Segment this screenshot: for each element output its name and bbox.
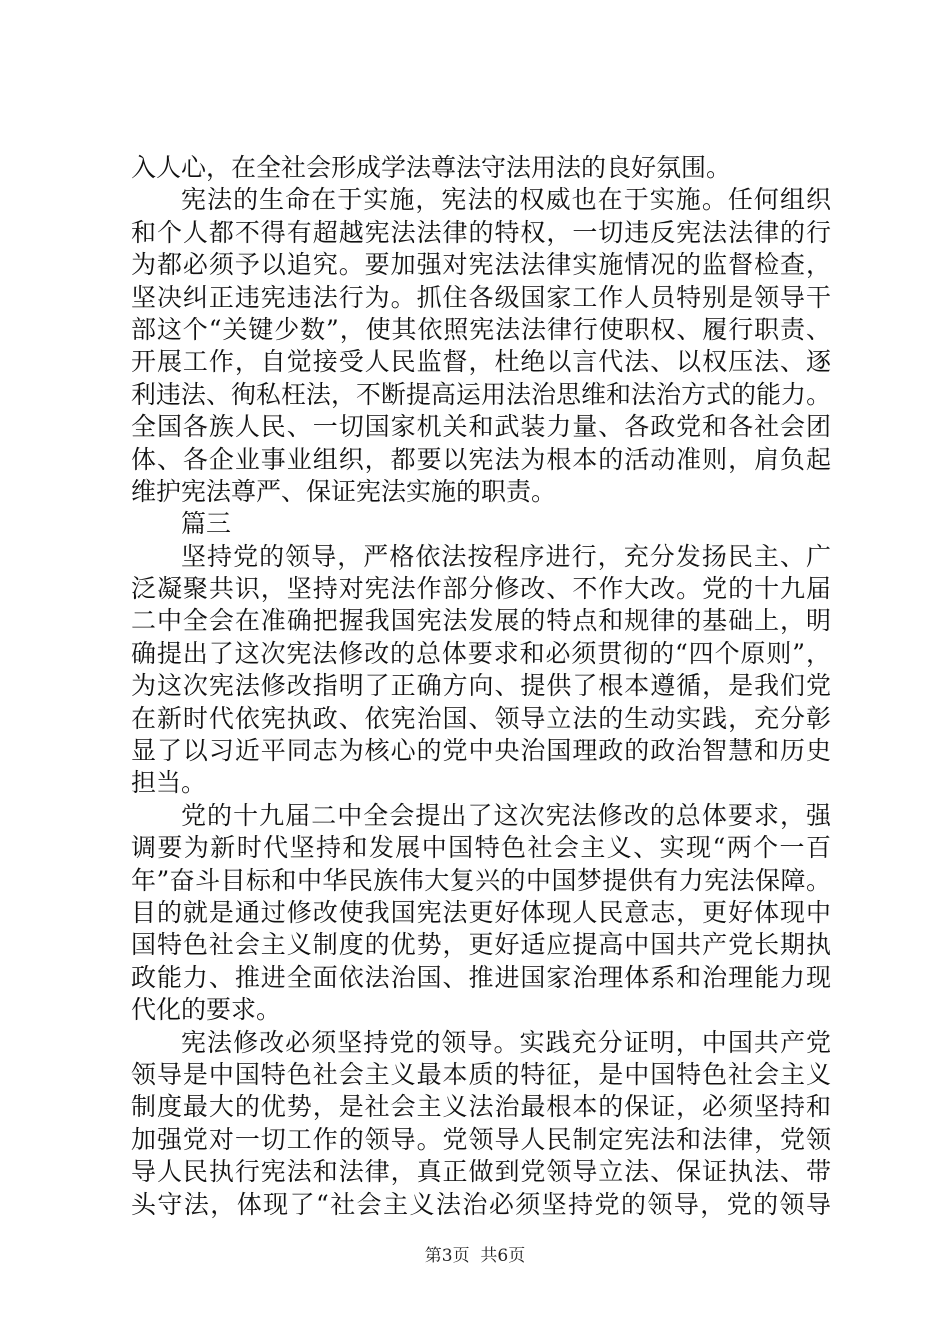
text-line: 导人民执行宪法和法律，真正做到党领导立法、保证执法、带 <box>131 1157 831 1187</box>
paragraph-start-line: 宪法的生命在于实施，宪法的权威也在于实施。任何组织 <box>181 185 831 215</box>
paragraph-start-line: 宪法修改必须坚持党的领导。实践充分证明，中国共产党 <box>181 1027 831 1057</box>
text-line: 目的就是通过修改使我国宪法更好体现人民意志，更好体现中 <box>131 897 831 927</box>
paragraph-start-line: 坚持党的领导，严格依法按程序进行，充分发扬民主、广 <box>181 541 831 571</box>
paragraph-start-line: 党的十九届二中全会提出了这次宪法修改的总体要求，强 <box>181 800 831 830</box>
text-line: 国特色社会主义制度的优势，更好适应提高中国共产党长期执 <box>131 930 831 960</box>
page-number-label: 第3页 共6页 <box>424 1246 526 1266</box>
text-line: 头守法，体现了“社会主义法治必须坚持党的领导，党的领导 <box>131 1189 831 1219</box>
text-line: 为这次宪法修改指明了正确方向、提供了根本遵循，是我们党 <box>131 671 831 701</box>
page-footer <box>0 1245 950 1267</box>
text-line: 确提出了这次宪法修改的总体要求和必须贯彻的“四个原则”， <box>131 638 831 668</box>
text-line: 体、各企业事业组织，都要以宪法为根本的活动准则，肩负起 <box>131 444 831 474</box>
text-line: 显了以习近平同志为核心的党中央治国理政的政治智慧和历史 <box>131 736 831 766</box>
text-line: 坚决纠正违宪违法行为。抓住各级国家工作人员特别是领导干 <box>131 282 831 312</box>
text-line: 为都必须予以追究。要加强对宪法法律实施情况的监督检查， <box>131 250 831 280</box>
text-line: 全国各族人民、一切国家机关和武装力量、各政党和各社会团 <box>131 412 831 442</box>
text-line: 调要为新时代坚持和发展中国特色社会主义、实现“两个一百 <box>131 833 831 863</box>
text-line: 政能力、推进全面依法治国、推进国家治理体系和治理能力现 <box>131 962 831 992</box>
text-line: 入人心，在全社会形成学法尊法守法用法的良好氛围。 <box>131 153 732 182</box>
text-line: 担当。 <box>131 768 207 798</box>
document-body <box>131 152 831 1221</box>
section-heading: 篇三 <box>181 509 232 539</box>
text-line: 泛凝聚共识，坚持对宪法作部分修改、不作大改。党的十九届 <box>131 574 831 604</box>
text-line: 领导是中国特色社会主义最本质的特征，是中国特色社会主义 <box>131 1059 831 1089</box>
text-line: 和个人都不得有超越宪法法律的特权，一切违反宪法法律的行 <box>131 217 831 247</box>
text-line: 开展工作，自觉接受人民监督，杜绝以言代法、以权压法、逐 <box>131 347 831 377</box>
text-line: 在新时代依宪执政、依宪治国、领导立法的生动实践，充分彰 <box>131 703 831 733</box>
text-line: 制度最大的优势，是社会主义法治最根本的保证，必须坚持和 <box>131 1092 831 1122</box>
text-line: 部这个“关键少数”，使其依照宪法法律行使职权、履行职责、 <box>131 314 831 344</box>
text-line: 维护宪法尊严、保证宪法实施的职责。 <box>131 476 557 506</box>
text-line: 二中全会在准确把握我国宪法发展的特点和规律的基础上，明 <box>131 606 831 636</box>
text-line: 年”奋斗目标和中华民族伟大复兴的中国梦提供有力宪法保障。 <box>131 865 831 895</box>
text-line: 加强党对一切工作的领导。党领导人民制定宪法和法律，党领 <box>131 1124 831 1154</box>
text-line: 利违法、徇私枉法，不断提高运用法治思维和法治方式的能力。 <box>131 379 831 409</box>
text-line: 代化的要求。 <box>131 995 282 1025</box>
